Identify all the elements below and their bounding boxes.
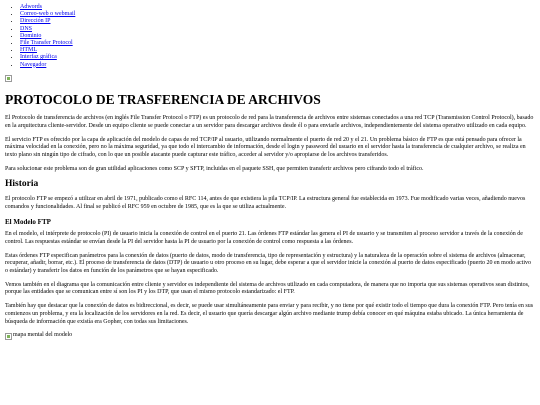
nav-item	[20, 18, 535, 25]
nav-item	[20, 33, 535, 40]
page-title: PROTOCOLO DE TRASFERENCIA DE ARCHIVOS	[5, 91, 321, 107]
model-diagram-image	[5, 332, 535, 340]
nav-item	[20, 47, 535, 54]
intro-paragraph: Para solucionar este problema son de gran utilidad aplicaciones como SCP y SFTP, incluidas en el paquete SSH, que permiten transferir archivos pero cifrando todo el tráfico.	[5, 165, 424, 172]
nav-item	[20, 62, 535, 69]
model-paragraph: También hay que destacar que la conexión de datos es bidireccional, es decir, se puede usar simultáneamente para enviar y para recibir, y no tiene por qué existir todo el tiempo que dura la conexión FTP. Pero tenía en sus comienzos un problema, y era la localización de los servidores en la red. Es decir, el usuario que quería descargar algún archivo mediante trump debía conocer en qué máquina estaba ubicado. La única herramienta de búsqueda de información que existía era Gopher, con todas sus limitaciones.	[5, 303, 534, 325]
nav-item	[20, 54, 535, 61]
nav-link-dns[interactable]: DNS	[20, 25, 33, 32]
nav-item	[20, 4, 535, 11]
nav-link-dominio[interactable]: Dominio	[20, 32, 42, 39]
model-paragraph: Vemos también en el diagrama que la comunicación entre cliente y servidor es independiente del sistema de archivos utilizado en cada computadora, de manera que no importa que sus sistemas operativos sean distintos, porque las entidades que se comunican entre sí son los PI y los DTP, que usan el mismo protocolo estandarizado: el FTP.	[5, 281, 530, 296]
history-heading: Historia	[5, 179, 39, 190]
broken-image-icon	[5, 75, 12, 82]
intro-paragraph: El Protocolo de transferencia de archivos (en inglés File Transfer Protocol o FTP) es un protocolo de red para la transferencia de archivos entre sistemas conectados a una red TCP (Transmission Control Protocol), basado en la arquitectura cliente-servidor. Desde un equipo cliente se puede conectar a un servidor para descargar archivos desde él o para enviarle archivos, independientemente del sistema operativo utilizado en cada equipo.	[5, 115, 534, 129]
nav-link-navegador[interactable]: Navegador	[20, 61, 47, 68]
nav-link-ftp[interactable]: File Transfer Protocol	[20, 39, 73, 46]
nav-menu	[5, 4, 535, 69]
image-alt-text: mapa mental del modelo	[13, 332, 73, 339]
history-paragraph: El protocolo FTP se empezó a utilizar en abril de 1971, publicado como el RFC 114, antes de que existiera la pila TCP/IP. La estructura general fue establecida en 1973. Fue modificado varias veces, añadiendo nuevos comandos y funcionalidades. Al final se publicó el RFC 959 en octubre de 1985, que es la que se utiliza actualmente.	[5, 196, 526, 210]
nav-item	[20, 40, 535, 47]
nav-link-html[interactable]: HTML	[20, 47, 37, 54]
nav-link-adwords[interactable]: Adwords	[20, 4, 42, 10]
model-paragraph: Estas órdenes FTP especifican parámetros para la conexión de datos (puerto de datos, modo de transferencia, tipo de representación y estructura) y la naturaleza de la operación sobre el sistema de archivos (almacenar, recuperar, añadir, borrar, etc.). El proceso de transferencia de datos (DTP) de usuario u otro proceso en su lugar, debe esperar a que el servidor inicie la conexión al puerto de datos especificado (puerto 20 en modo activo o estándar) y transferir los datos en función de los parámetros que se hayan especificado.	[5, 252, 531, 275]
model-heading: El Modelo FTP	[5, 217, 51, 226]
nav-item	[20, 11, 535, 18]
model-paragraph: En el modelo, el intérprete de protocolo (PI) de usuario inicia la conexión de control en el puerto 21. Las órdenes FTP estándar las genera el PI de usuario y se transmiten al proceso servidor a través de la conexión de control. Las respuestas estándar se envían desde la PI del servidor hasta la PI de usuario por la conexión de control como respuesta a las órdenes.	[5, 231, 523, 246]
nav-link-webmail[interactable]: Correo-web o webmail	[20, 11, 76, 18]
nav-item	[20, 26, 535, 33]
intro-paragraph: El servicio FTP es ofrecido por la capa de aplicación del modelo de capas de red TCP/IP al usuario, utilizando normalmente el puerto de red 20 y el 21. Un problema básico de FTP es que está pensado para ofrecer la máxima velocidad en la conexión, pero no la máxima seguridad, ya que todo el intercambio de información, desde el login y password del usuario en el servidor hasta la transferencia de cualquier archivo, se realiza en texto plano sin ningún tipo de cifrado, con lo que un posible atacante puede capturar este tráfico, acceder al servidor y/o apropiarse de los archivos transferidos.	[5, 136, 526, 158]
broken-image-icon	[5, 333, 12, 340]
nav-link-direccion-ip[interactable]: Dirección IP	[20, 18, 51, 25]
nav-link-interfaz-grafica[interactable]: Interfaz gráfica	[20, 54, 57, 61]
